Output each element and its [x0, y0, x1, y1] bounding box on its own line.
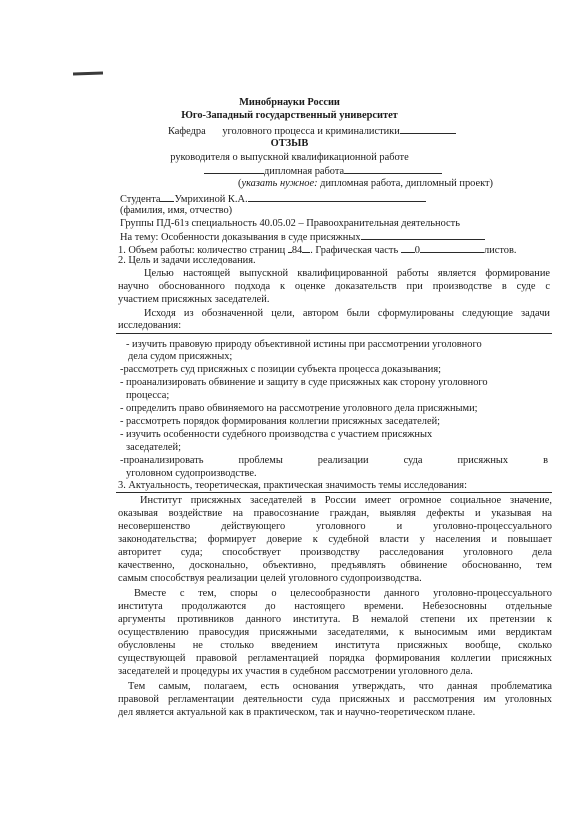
- work-type: дипломная работа: [264, 166, 345, 177]
- university-name: Юго-Западный государственный университет: [181, 110, 398, 121]
- graphics-count: 0: [414, 245, 420, 256]
- group-line: Группы ПД-61з специальность 40.05.02 – Правоохранительная деятельность: [120, 218, 460, 229]
- goal-line-3: участием присяжных заседателей.: [118, 294, 270, 305]
- pages-count: 84: [291, 245, 303, 256]
- department-label: Кафедра: [168, 126, 206, 137]
- p1-line-6: качественно, досконально, объективно, предъявлять обвинение обоснованно, тем: [118, 560, 552, 571]
- p1-line-4: законодательства; формирует доверие к судебной власти у населения и повышает: [118, 534, 552, 545]
- work-type-line: [204, 164, 442, 178]
- margin-mark: [73, 71, 103, 75]
- task-5: - рассмотреть порядок формирования коллегии присяжных заседателей;: [120, 416, 441, 427]
- p2-line-3: аргументы противников данного института. В немалой степени их претензии к: [118, 614, 552, 625]
- work-type-hint: (указать нужное: дипломная работа, дипломный проект): [238, 178, 493, 189]
- divider: [116, 333, 552, 334]
- p2-line-5: обусловлены не столько введением института присяжных вообще, сколько: [118, 640, 552, 651]
- task-1a: - изучить правовую природу объективной истины при рассмотрении уголовного: [126, 339, 482, 350]
- student-line: [120, 192, 426, 206]
- p1-line-1: Институт присяжных заседателей в России имеет огромное социальное значение,: [140, 495, 552, 506]
- goal-line-1: Целью настоящей выпускной квалифицированной работы является формирование: [144, 268, 550, 279]
- p1-line-3: несовершенство действующего уголовного и уголовно-процессуального: [118, 521, 552, 532]
- topic-line: [120, 230, 485, 244]
- task-7a: -проанализировать проблемы реализации суда присяжных в: [120, 455, 548, 466]
- p3-line-3: дел является актуальной как в практическом, так и научно-теоретическом плане.: [118, 707, 476, 718]
- fio-hint: (фамилия, имя, отчество): [120, 205, 233, 216]
- p3-line-1: Тем самым, полагаем, есть основания утверждать, что данная проблематика: [128, 681, 552, 692]
- task-1b: дела судом присяжных;: [128, 351, 233, 362]
- p2-line-6: существующей правовой регламентацией порядка формирования коллегии присяжных: [118, 653, 552, 664]
- p1-line-7: самым способствуя реализации целей уголовного судопроизводства.: [118, 573, 422, 584]
- department-line: [168, 124, 456, 138]
- goal-line-2: научно обоснованного подхода к оценке доказательств при производстве в суде с: [118, 281, 550, 292]
- student-label: Студента: [120, 194, 161, 205]
- task-4: - определить право обвиняемого на рассмотрение уголовного дела присяжными;: [120, 403, 478, 414]
- hint-italic: указать нужное:: [241, 178, 318, 189]
- p1-line-2: оказывая воздействие на правосознание граждан, выявляя дефекты и указывая на: [118, 508, 552, 519]
- section3-heading: 3. Актуальность, теоретическая, практическая значимость темы исследования:: [118, 480, 467, 491]
- task-3b: процесса;: [126, 390, 170, 401]
- p2-line-7: заседателей и процедуры их участия в судебном рассмотрении уголовного дела.: [118, 666, 473, 677]
- task-7b: уголовном судопроизводстве.: [126, 468, 257, 479]
- task-3a: - проанализировать обвинение и защиту в суде присяжных как сторону уголовного: [120, 377, 488, 388]
- section2-heading: 2. Цель и задачи исследования.: [118, 255, 256, 266]
- department-name: уголовного процесса и криминалистики: [222, 126, 400, 137]
- task-6b: заседателей;: [126, 442, 181, 453]
- hint-rest: дипломная работа, дипломный проект): [320, 178, 493, 189]
- task-2: -рассмотреть суд присяжных с позиции субъекта процесса доказывания;: [120, 364, 442, 375]
- tasks-intro-2: исследования:: [118, 320, 182, 331]
- p2-line-2: института продолжаются до настоящего времени. Небезосновны отдельные: [118, 601, 552, 612]
- p1-line-5: авторитет суда; способствует производству расследования уголовного дела: [118, 547, 552, 558]
- topic-text: На тему: Особенности доказывания в суде присяжных: [120, 232, 361, 243]
- document-title: ОТЗЫВ: [270, 138, 309, 149]
- task-6a: - изучить особенности судебного производства с участием присяжных: [120, 429, 433, 440]
- tasks-intro-1: Исходя из обозначенной цели, автором были сформулированы следующие задачи: [144, 308, 550, 319]
- ministry-name: Минобрнауки России: [239, 97, 340, 108]
- document-subtitle: руководителя о выпускной квалификационной работе: [170, 152, 409, 163]
- volume-line: 1. Объем работы: количество страниц 84 . Графическая часть 0 листов.: [118, 245, 517, 256]
- student-name: Умрихиной К.А.: [174, 194, 248, 205]
- p2-line-1: Вместе с тем, споры о целесообразности данного уголовно-процессуального: [134, 588, 552, 599]
- divider: [116, 492, 552, 493]
- p3-line-2: правовой регламентации деятельности суда присяжных и рассмотрения им уголовных: [118, 694, 552, 705]
- p2-line-4: осуществлению правосудия присяжными заседателями, к выносимым ими вердиктам: [118, 627, 552, 638]
